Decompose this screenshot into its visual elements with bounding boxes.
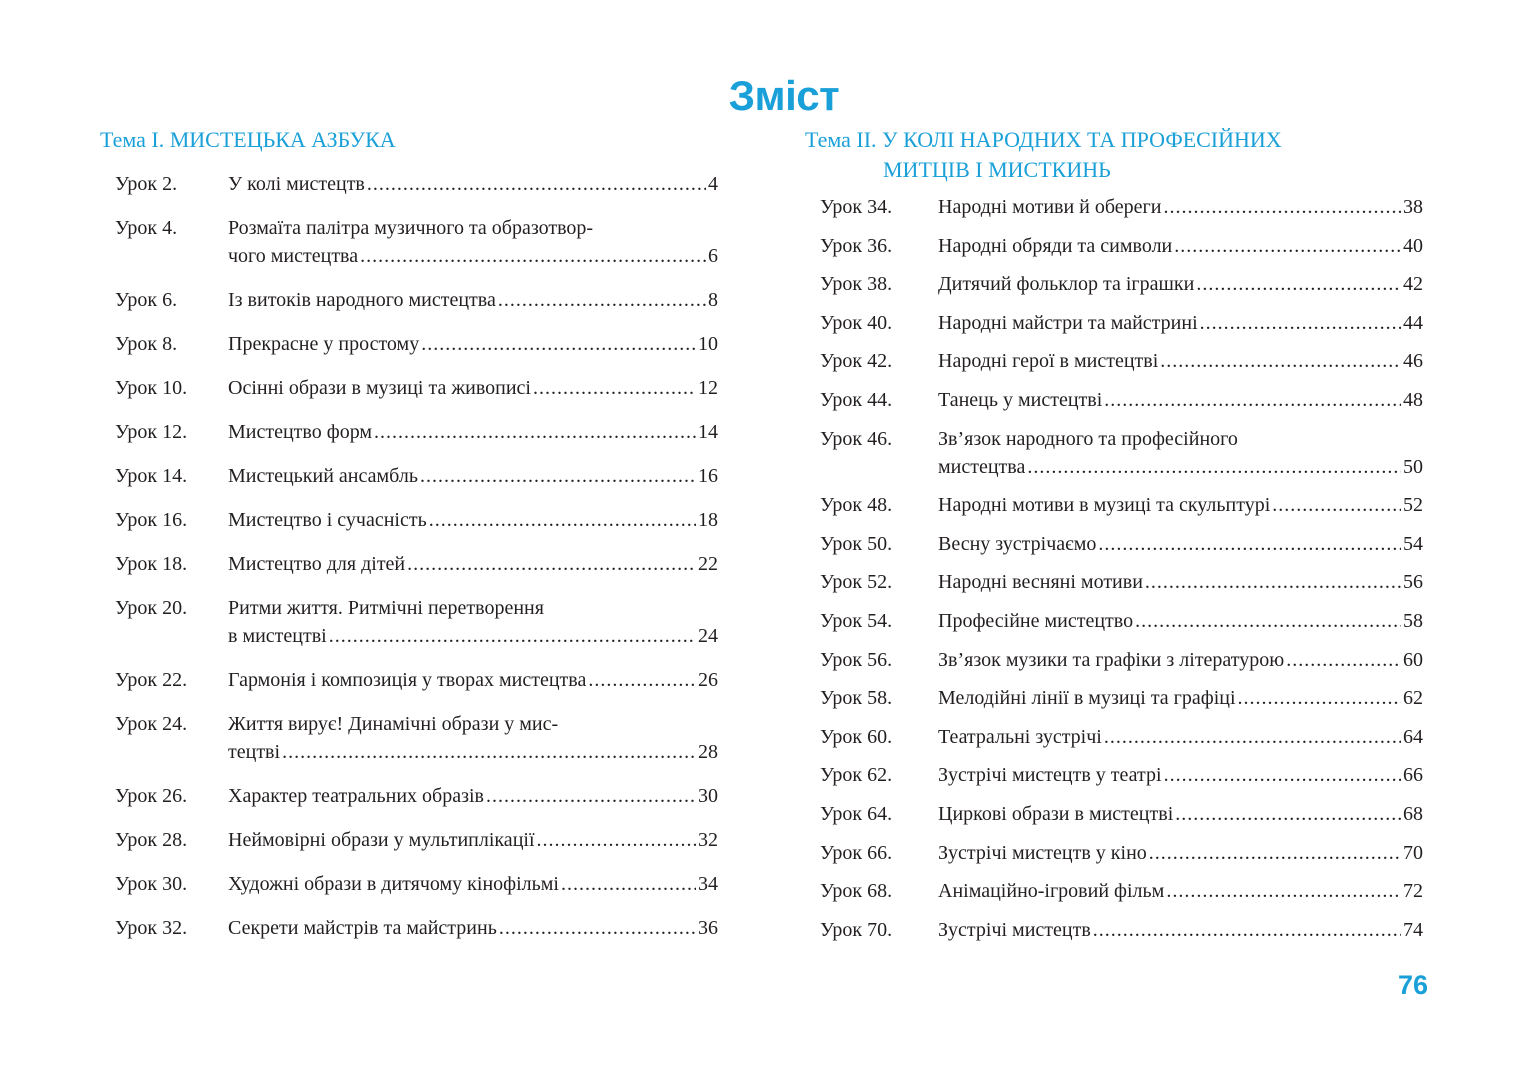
lesson-number: Урок 60. <box>820 725 893 748</box>
dot-leader <box>1145 568 1401 596</box>
toc-list-theme-2 <box>805 193 1425 954</box>
dot-leader <box>1093 916 1401 944</box>
lesson-title: Гармонія і композиція у творах мистецтва <box>228 669 587 691</box>
toc-entry <box>805 347 1425 375</box>
toc-entry <box>805 877 1425 905</box>
toc-entry <box>100 826 720 854</box>
page-number: 76 <box>1397 970 1428 1000</box>
lesson-page-number: 44 <box>1403 311 1423 334</box>
dot-leader <box>1163 193 1401 221</box>
toc-entry <box>100 914 720 942</box>
lesson-number: Урок 58. <box>820 687 893 710</box>
dot-leader <box>1175 800 1401 828</box>
lesson-title: Мелодійні лінії в музиці та графіці <box>938 687 1236 710</box>
dot-leader <box>561 870 696 898</box>
toc-entry <box>805 839 1425 867</box>
lesson-page-number: 60 <box>1403 648 1423 671</box>
lesson-number: Урок 26. <box>115 785 188 807</box>
lesson-title: Весну зустрічаємо <box>938 532 1097 555</box>
page-title: Зміст <box>728 72 840 119</box>
lesson-number: Урок 24. <box>115 713 188 735</box>
toc-entry <box>805 916 1425 944</box>
toc-entry <box>100 594 720 650</box>
dot-leader <box>429 506 696 534</box>
toc-list-theme-1 <box>100 170 720 958</box>
lesson-page-number: 28 <box>698 741 718 763</box>
lesson-number: Урок 48. <box>820 494 893 517</box>
lesson-page-number: 26 <box>698 669 718 691</box>
theme-2-heading <box>805 125 1282 185</box>
lesson-title: Зустрічі мистецтв у кіно <box>938 841 1147 864</box>
dot-leader <box>1149 839 1401 867</box>
lesson-number: Урок 2. <box>115 173 178 195</box>
toc-entry <box>805 761 1425 789</box>
theme-1-heading: Тема І. МИСТЕЦЬКА АЗБУКА <box>100 127 396 152</box>
lesson-title: Народні мотиви в музиці та скульптурі <box>938 494 1271 517</box>
lesson-title: мистецтва <box>938 455 1026 478</box>
lesson-page-number: 12 <box>698 377 718 399</box>
toc-entry <box>100 462 720 490</box>
lesson-page-number: 48 <box>1403 388 1423 411</box>
dot-leader <box>1098 530 1401 558</box>
lesson-number: Урок 38. <box>820 273 893 296</box>
lesson-page-number: 38 <box>1403 196 1423 218</box>
lesson-page-number: 8 <box>708 289 718 311</box>
lesson-number: Урок 10. <box>115 377 188 399</box>
lesson-number: Урок 36. <box>820 234 893 257</box>
lesson-number: Урок 20. <box>115 597 188 619</box>
lesson-number: Урок 6. <box>115 289 178 311</box>
toc-entry <box>805 386 1425 414</box>
lesson-page-number: 64 <box>1403 725 1423 748</box>
lesson-number: Урок 42. <box>820 350 893 373</box>
dot-leader <box>1272 491 1401 519</box>
theme-2-heading-line-1: Тема ІІ. У КОЛІ НАРОДНИХ ТА ПРОФЕСІЙНИХ <box>805 127 1282 152</box>
dot-leader <box>537 826 696 854</box>
lesson-number: Урок 62. <box>820 764 893 787</box>
toc-entry <box>100 666 720 694</box>
lesson-title: Дитячий фольклор та іграшки <box>938 273 1195 296</box>
lesson-page-number: 4 <box>708 173 718 195</box>
lesson-number: Урок 32. <box>115 917 188 939</box>
lesson-page-number: 34 <box>698 873 718 895</box>
lesson-page-number: 66 <box>1403 764 1423 787</box>
lesson-number: Урок 22. <box>115 669 188 691</box>
lesson-title: Мистецький ансамбль <box>228 465 418 487</box>
toc-entry <box>100 782 720 810</box>
dot-leader <box>1200 309 1401 337</box>
lesson-number: Урок 40. <box>820 311 893 334</box>
lesson-title: тецтві <box>228 741 281 763</box>
toc-entry <box>100 870 720 898</box>
dot-leader <box>1164 761 1401 789</box>
lesson-title: Розмаїта палітра музичного та образотвор- <box>228 217 594 239</box>
lesson-number: Урок 34. <box>820 196 893 218</box>
dot-leader <box>407 550 696 578</box>
lesson-page-number: 16 <box>698 465 718 487</box>
lesson-title: Професійне мистецтво <box>938 609 1134 632</box>
toc-entry <box>805 646 1425 674</box>
lesson-title: Із витоків народного мистецтва <box>228 289 496 311</box>
dot-leader <box>1174 232 1401 260</box>
lesson-title: Осінні образи в музиці та живописі <box>228 377 531 399</box>
toc-entry <box>100 286 720 314</box>
lesson-page-number: 10 <box>698 333 718 355</box>
lesson-page-number: 22 <box>698 553 718 575</box>
lesson-title: Секрети майстрів та майстринь <box>228 917 497 939</box>
lesson-title: Народні герої в мистецтві <box>938 350 1159 373</box>
dot-leader <box>1104 386 1401 414</box>
lesson-title: Зустрічі мистецтв у театрі <box>938 764 1162 787</box>
dot-leader <box>282 738 696 766</box>
lesson-page-number: 30 <box>698 785 718 807</box>
lesson-title: Прекрасне у простому <box>228 333 420 355</box>
dot-leader <box>367 170 706 198</box>
lesson-title: Характер театральних образів <box>228 785 484 807</box>
dot-leader <box>1238 684 1401 712</box>
lesson-page-number: 6 <box>708 245 718 267</box>
lesson-page-number: 14 <box>698 421 718 443</box>
dot-leader <box>1286 646 1401 674</box>
lesson-number: Урок 44. <box>820 388 893 411</box>
lesson-title: Народні весняні мотиви <box>938 571 1143 594</box>
lesson-title: Мистецтво для дітей <box>228 553 406 575</box>
toc-entry <box>100 330 720 358</box>
toc-entry <box>805 800 1425 828</box>
lesson-page-number: 74 <box>1403 918 1423 941</box>
lesson-title: в мистецтві <box>228 625 327 647</box>
lesson-page-number: 62 <box>1403 687 1423 710</box>
toc-entry <box>100 506 720 534</box>
dot-leader <box>1166 877 1401 905</box>
lesson-title: Зв’язок народного та професійного <box>938 427 1238 450</box>
toc-entry <box>805 232 1425 260</box>
lesson-number: Урок 70. <box>820 918 893 941</box>
toc-entry <box>805 530 1425 558</box>
lesson-number: Урок 28. <box>115 829 188 851</box>
lesson-page-number: 54 <box>1403 532 1423 555</box>
lesson-title: У колі мистецтв <box>228 173 365 195</box>
lesson-title: Мистецтво форм <box>228 421 373 443</box>
lesson-title: Циркові образи в мистецтві <box>938 802 1174 825</box>
lesson-title: Неймовірні образи у мультиплікації <box>228 829 535 851</box>
lesson-page-number: 52 <box>1403 494 1423 517</box>
toc-entry <box>805 270 1425 298</box>
dot-leader <box>486 782 696 810</box>
toc-entry <box>100 170 720 198</box>
dot-leader <box>1135 607 1401 635</box>
toc-entry <box>100 550 720 578</box>
lesson-number: Урок 54. <box>820 609 893 632</box>
dot-leader <box>588 666 696 694</box>
lesson-number: Урок 64. <box>820 802 893 825</box>
lesson-page-number: 40 <box>1403 234 1423 257</box>
dot-leader <box>498 286 706 314</box>
lesson-number: Урок 12. <box>115 421 188 443</box>
lesson-page-number: 42 <box>1403 273 1423 296</box>
toc-entry <box>100 374 720 402</box>
dot-leader <box>1196 270 1401 298</box>
lesson-page-number: 24 <box>698 625 718 647</box>
toc-entry <box>100 418 720 446</box>
lesson-page-number: 50 <box>1403 455 1423 478</box>
lesson-number: Урок 56. <box>820 648 893 671</box>
lesson-page-number: 58 <box>1403 609 1423 632</box>
lesson-title: Ритми життя. Ритмічні перетворення <box>228 597 544 619</box>
toc-entry <box>805 684 1425 712</box>
lesson-number: Урок 16. <box>115 509 188 531</box>
toc-entry <box>100 214 720 270</box>
lesson-title: Народні обряди та символи <box>938 234 1173 257</box>
lesson-title: Анімаційно-ігровий фільм <box>938 880 1165 903</box>
lesson-title: Зустрічі мистецтв <box>938 918 1091 941</box>
toc-entry <box>805 607 1425 635</box>
lesson-title: Зв’язок музики та графіки з літературою <box>938 648 1285 671</box>
lesson-title: Танець у мистецтві <box>938 388 1103 411</box>
dot-leader <box>1104 723 1401 751</box>
lesson-title: чого мистецтва <box>228 245 359 267</box>
dot-leader <box>421 330 696 358</box>
lesson-number: Урок 50. <box>820 532 893 555</box>
lesson-page-number: 46 <box>1403 350 1423 373</box>
lesson-title: Художні образи в дитячому кінофільмі <box>228 873 559 895</box>
toc-entry <box>805 568 1425 596</box>
lesson-title: Життя вирує! Динамічні образи у мис- <box>228 713 559 735</box>
dot-leader <box>329 622 696 650</box>
lesson-number: Урок 4. <box>115 217 178 239</box>
lesson-title: Театральні зустрічі <box>938 725 1102 748</box>
lesson-title: Народні мотиви й обереги <box>938 196 1162 218</box>
dot-leader <box>360 242 706 270</box>
dot-leader <box>1160 347 1401 375</box>
lesson-page-number: 68 <box>1403 802 1423 825</box>
lesson-page-number: 32 <box>698 829 718 851</box>
dot-leader <box>499 914 696 942</box>
toc-entry <box>805 491 1425 519</box>
lesson-page-number: 18 <box>698 509 718 531</box>
lesson-number: Урок 30. <box>115 873 188 895</box>
lesson-title: Мистецтво і сучасність <box>228 509 427 531</box>
lesson-number: Урок 52. <box>820 571 893 594</box>
lesson-number: Урок 46. <box>820 427 893 450</box>
dot-leader <box>420 462 696 490</box>
theme-2-heading-line-2: МИТЦІВ І МИСТКИНЬ <box>883 157 1111 182</box>
lesson-page-number: 70 <box>1403 841 1423 864</box>
toc-entry <box>805 309 1425 337</box>
toc-entry <box>805 193 1425 221</box>
toc-entry <box>100 710 720 766</box>
lesson-number: Урок 14. <box>115 465 188 487</box>
lesson-number: Урок 18. <box>115 553 188 575</box>
lesson-page-number: 36 <box>698 917 718 939</box>
lesson-number: Урок 68. <box>820 880 893 903</box>
dot-leader <box>374 418 696 446</box>
lesson-number: Урок 66. <box>820 841 893 864</box>
toc-entry <box>805 723 1425 751</box>
dot-leader <box>1027 453 1401 481</box>
lesson-number: Урок 8. <box>115 333 178 355</box>
toc-entry <box>805 425 1425 481</box>
lesson-page-number: 56 <box>1403 571 1423 594</box>
lesson-title: Народні майстри та майстрині <box>938 311 1198 334</box>
dot-leader <box>533 374 696 402</box>
lesson-page-number: 72 <box>1403 880 1423 903</box>
